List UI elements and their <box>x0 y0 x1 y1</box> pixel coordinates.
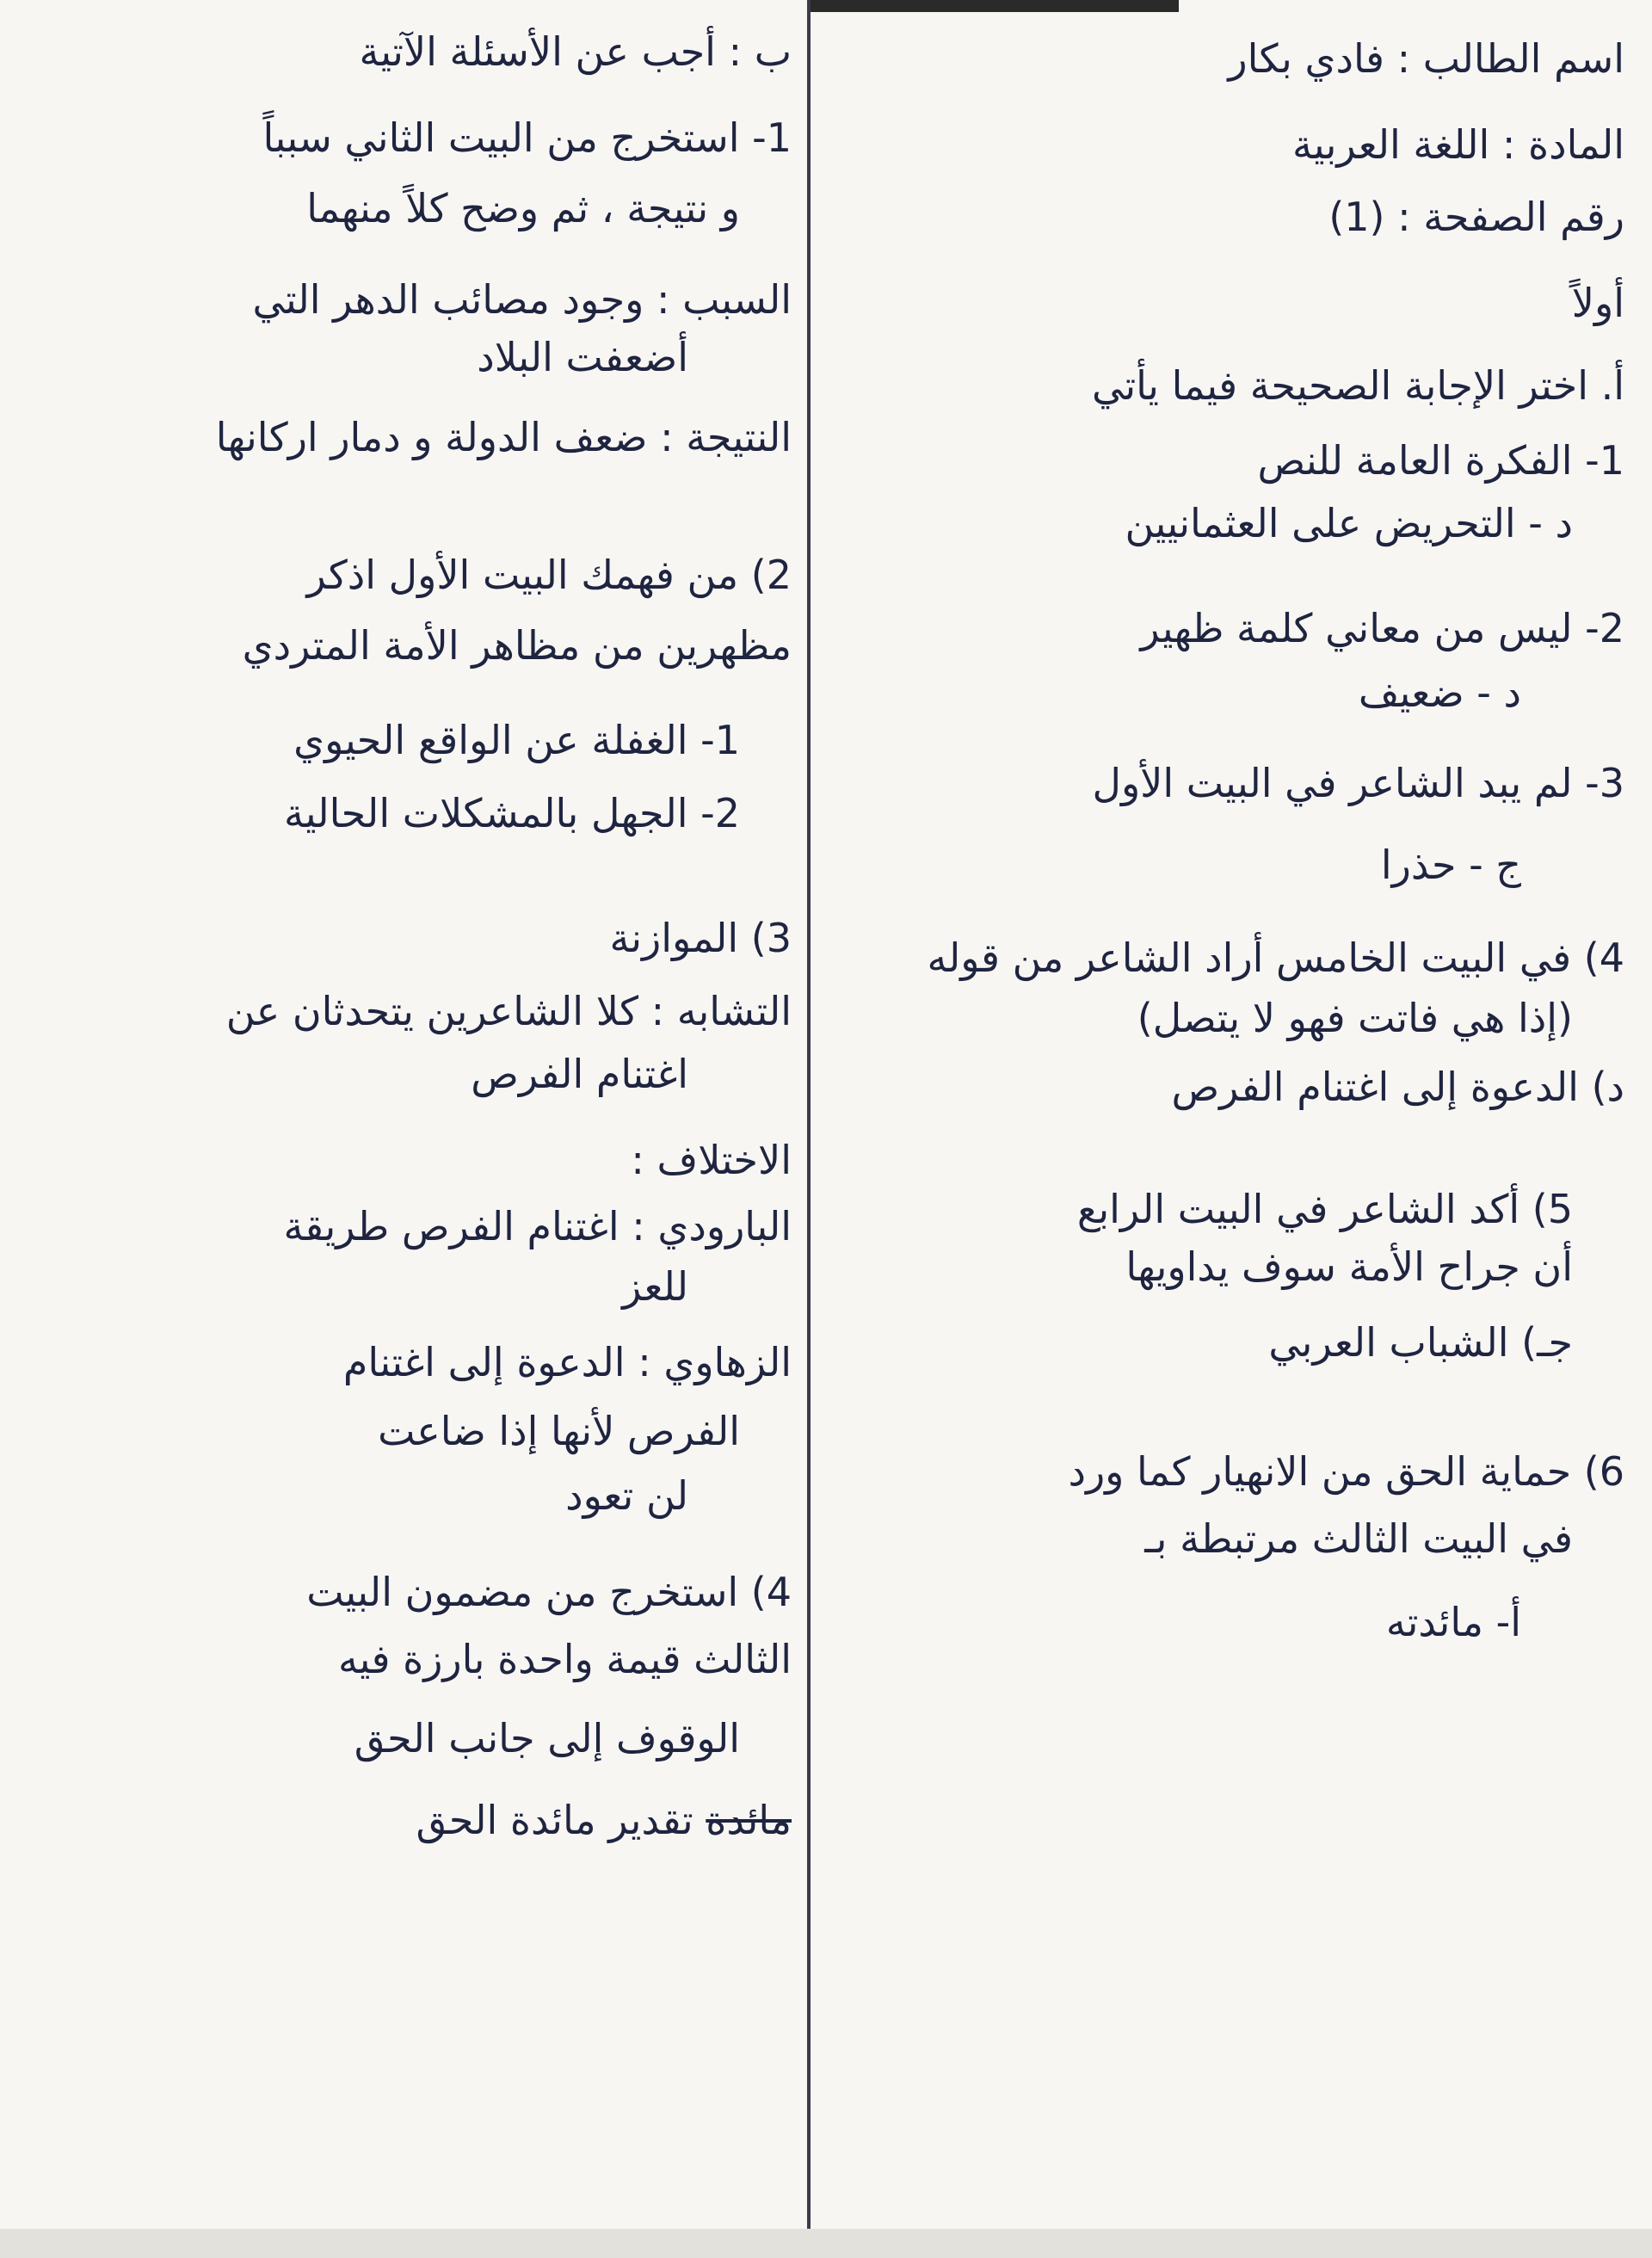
zahawi-line-2: الفرص لأنها إذا ضاعت <box>378 1408 740 1454</box>
part-a-title: أ. اختر الإجابة الصحيحة فيما يأتي <box>1092 362 1624 409</box>
answer-2: د - ضعيف <box>1358 669 1521 716</box>
question-1: 1- الفكرة العامة للنص <box>1257 437 1624 484</box>
barudi: البارودي : اغتنام الفرص طريقة <box>283 1203 792 1249</box>
answer-5: جـ) الشباب العربي <box>1268 1319 1573 1366</box>
question-6-line-2: في البيت الثالث مرتبطة بـ <box>1144 1515 1573 1562</box>
question-4: 4) في البيت الخامس أراد الشاعر من قوله <box>927 935 1624 981</box>
column-divider <box>807 0 811 2258</box>
left-answer-2-2: 2- الجهل بالمشكلات الحالية <box>284 790 740 836</box>
left-question-1: 1- استخرج من البيت الثاني سبباً <box>262 114 792 161</box>
similarity-line-2: اغتنام الفرص <box>471 1051 688 1097</box>
cause-line-2: أضعفت البلاد <box>477 334 688 380</box>
left-column <box>34 0 792 2258</box>
question-4-quote: (إذا هي فاتت فهو لا يتصل) <box>1137 995 1573 1041</box>
left-answer-4-2-text: تقدير مائدة الحق <box>416 1797 693 1843</box>
similarity: التشابه : كلا الشاعرين يتحدثان عن <box>225 988 792 1034</box>
left-question-4-line-2: الثالث قيمة واحدة بارزة فيه <box>337 1636 792 1682</box>
question-3: 3- لم يبد الشاعر في البيت الأول <box>1092 760 1624 806</box>
answer-6: أ- مائدته <box>1385 1599 1521 1645</box>
answer-3: ج - حذرا <box>1380 842 1521 888</box>
struck-word: مائدة <box>706 1797 792 1843</box>
page-number: رقم الصفحة : (1) <box>1328 194 1624 240</box>
subject: المادة : اللغة العربية <box>1292 121 1624 168</box>
left-question-3: 3) الموازنة <box>609 915 792 961</box>
zahawi-line-3: لن تعود <box>565 1472 688 1519</box>
barudi-line-2: للعز <box>622 1263 688 1310</box>
student-name: اسم الطالب : فادي بكار <box>1228 35 1624 82</box>
left-answer-4-1: الوقوف إلى جانب الحق <box>354 1715 740 1761</box>
right-column <box>824 0 1624 2258</box>
question-5: 5) أكد الشاعر في البيت الرابع <box>1076 1186 1573 1232</box>
cause: السبب : وجود مصائب الدهر التي <box>252 276 792 323</box>
answer-1: د - التحريض على العثمانيين <box>1125 500 1573 546</box>
question-6: 6) حماية الحق من الانهيار كما ورد <box>1068 1448 1624 1495</box>
left-question-2: 2) من فهمك البيت الأول اذكر <box>306 552 792 598</box>
difference: الاختلاف : <box>631 1137 792 1183</box>
section-title: أولاً <box>1571 280 1624 326</box>
question-5-line-2: أن جراح الأمة سوف يداويها <box>1125 1243 1573 1290</box>
left-answer-4-2 <box>34 1794 792 1846</box>
part-b-title: ب : أجب عن الأسئلة الآتية <box>359 28 792 75</box>
left-question-2-line-2: مظهرين من مظاهر الأمة المتردي <box>242 622 792 669</box>
result: النتيجة : ضعف الدولة و دمار اركانها <box>215 414 792 460</box>
left-answer-2-1: 1- الغفلة عن الواقع الحيوي <box>293 717 740 763</box>
question-2: 2- ليس من معاني كلمة ظهير <box>1140 605 1624 651</box>
left-question-1-line-2: و نتيجة ، ثم وضح كلاً منهما <box>306 185 740 231</box>
left-question-4: 4) استخرج من مضمون البيت <box>306 1569 792 1615</box>
answer-4: د) الدعوة إلى اغتنام الفرص <box>1171 1064 1624 1110</box>
zahawi: الزهاوي : الدعوة إلى اغتنام <box>342 1339 792 1385</box>
